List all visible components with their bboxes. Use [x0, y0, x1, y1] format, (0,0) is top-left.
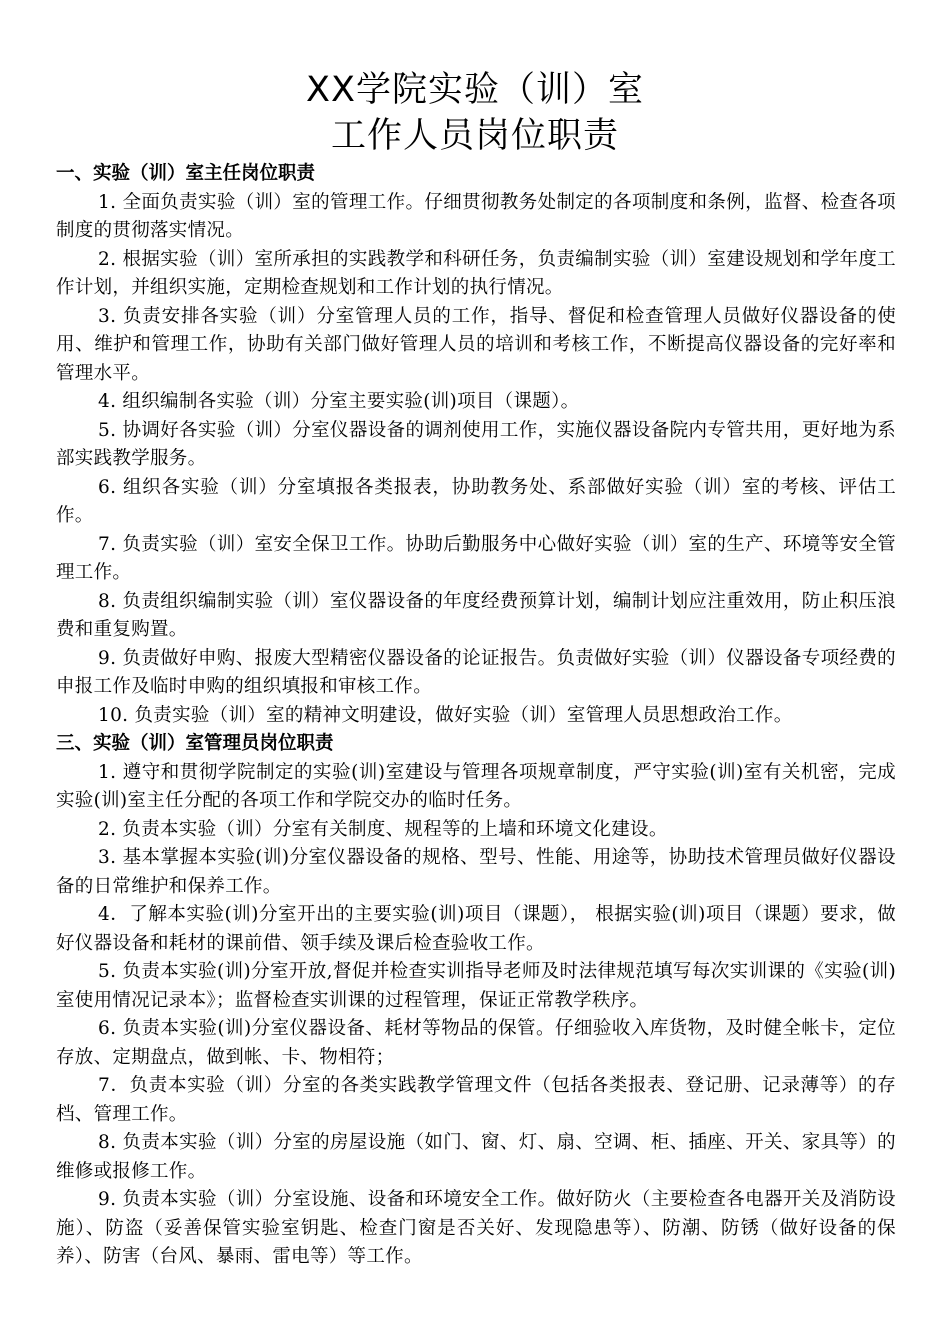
duty-item: 9. 负责本实验（训）分室设施、设备和环境安全工作。做好防火（主要检查各电器开关及消防设施）、防盗（妥善保管实验室钥匙、检查门窗是否关好、发现隐患等）、防潮、防锈（做好设备的保养）、防害（台风、暴雨、雷电等）等工作。 — [56, 1189, 896, 1267]
duty-item: 1. 遵守和贯彻学院制定的实验(训)室建设与管理各项规章制度，严守实验(训)室有关机密，完成实验(训)室主任分配的各项工作和学院交办的临时任务。 — [56, 761, 896, 811]
document-title-line1: XX学院实验（训）室 — [306, 70, 644, 110]
duty-item: 6. 负责本实验(训)分室仪器设备、耗材等物品的保管。仔细验收入库货物，及时健全帐卡，定位存放、定期盘点，做到帐、卡、物相符； — [56, 1018, 896, 1068]
duty-item: 10. 负责实验（训）室的精神文明建设，做好实验（训）室管理人员思想政治工作。 — [98, 704, 793, 726]
section-administrator-duties — [56, 730, 896, 1272]
duty-item: 7．负责本实验（训）分室的各类实践教学管理文件（包括各类报表、登记册、记录薄等）的存档、管理工作。 — [56, 1075, 896, 1125]
duty-item: 5. 负责本实验(训)分室开放,督促并检查实训指导老师及时法律规范填写每次实训课的《实验(训)室使用情况记录本》；监督检查实训课的过程管理，保证正常教学秩序。 — [56, 961, 896, 1011]
section-heading: 一、实验（训）室主任岗位职责 — [56, 163, 316, 184]
duty-item: 3. 基本掌握本实验(训)分室仪器设备的规格、型号、性能、用途等，协助技术管理员做好仪器设备的日常维护和保养工作。 — [56, 847, 896, 897]
document-body — [56, 160, 896, 1272]
section-director-duties — [56, 160, 896, 730]
section-heading: 三、实验（训）室管理员岗位职责 — [56, 733, 334, 754]
duty-item: 3. 负责安排各实验（训）分室管理人员的工作，指导、督促和检查管理人员做好仪器设备的使用、维护和管理工作，协助有关部门做好管理人员的培训和考核工作，不断提高仪器设备的完好率和管理水平。 — [56, 305, 896, 384]
duty-item: 5. 协调好各实验（训）分室仪器设备的调剂使用工作，实施仪器设备院内专管共用，更好地为系部实践教学服务。 — [56, 419, 896, 469]
duty-item: 8. 负责本实验（训）分室的房屋设施（如门、窗、灯、扇、空调、柜、插座、开关、家具等）的维修或报修工作。 — [56, 1132, 896, 1182]
duty-item: 2. 负责本实验（训）分室有关制度、规程等的上墙和环境文化建设。 — [98, 818, 668, 840]
duty-item: 7. 负责实验（训）室安全保卫工作。协助后勤服务中心做好实验（训）室的生产、环境等安全管理工作。 — [56, 533, 896, 583]
duty-item: 9. 负责做好申购、报废大型精密仪器设备的论证报告。负责做好实验（训）仪器设备专项经费的申报工作及临时申购的组织填报和审核工作。 — [56, 647, 896, 697]
duty-item: 4．了解本实验(训)分室开出的主要实验(训)项目（课题）， 根据实验(训)项目（课题）要求，做好仪器设备和耗材的课前借、领手续及课后检查验收工作。 — [56, 904, 896, 954]
duty-item: 2. 根据实验（训）室所承担的实践教学和科研任务，负责编制实验（训）室建设规划和学年度工作计划，并组织实施，定期检查规划和工作计划的执行情况。 — [56, 248, 896, 298]
duty-item: 1. 全面负责实验（训）室的管理工作。仔细贯彻教务处制定的各项制度和条例，监督、检查各项制度的贯彻落实情况。 — [56, 191, 896, 241]
duty-item: 6. 组织各实验（训）分室填报各类报表，协助教务处、系部做好实验（训）室的考核、评估工作。 — [56, 476, 896, 526]
duty-item: 4. 组织编制各实验（训）分室主要实验(训)项目（课题）。 — [98, 391, 580, 412]
duty-item: 8. 负责组织编制实验（训）室仪器设备的年度经费预算计划，编制计划应注重效用，防止积压浪费和重复购置。 — [56, 590, 896, 640]
document-title-line2: 工作人员岗位职责 — [330, 116, 619, 156]
